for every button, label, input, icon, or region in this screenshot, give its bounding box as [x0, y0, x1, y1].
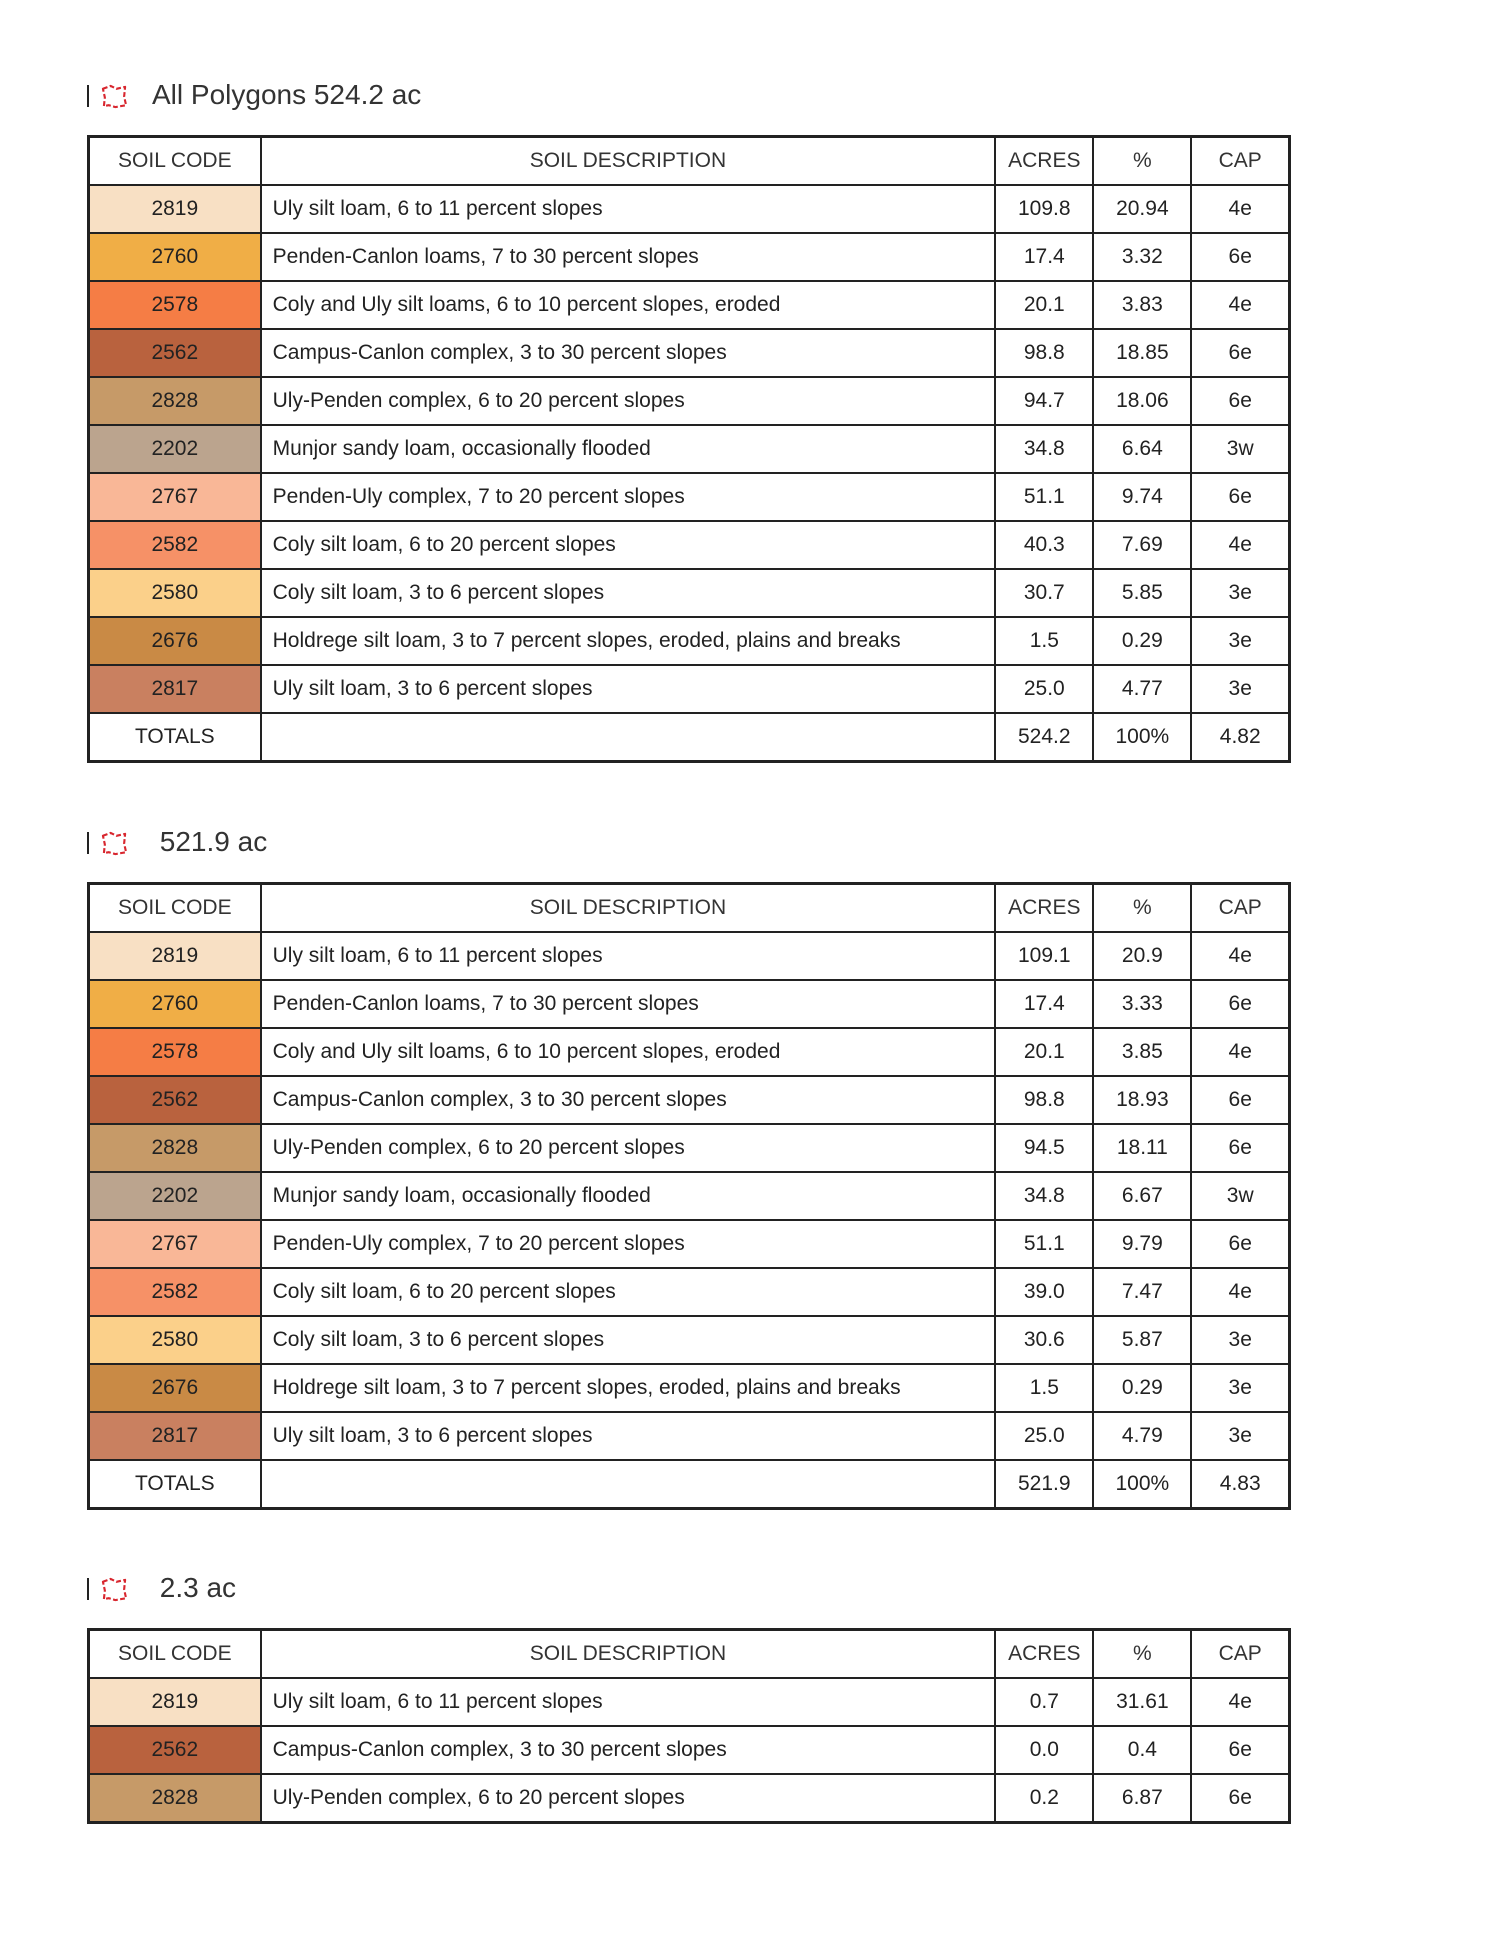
- acres-cell: 109.1: [995, 932, 1093, 980]
- cap-cell: 4e: [1191, 932, 1289, 980]
- acres-cell: 25.0: [995, 1412, 1093, 1460]
- soil-code-cell: 2828: [89, 377, 261, 425]
- acres-cell: 17.4: [995, 980, 1093, 1028]
- cap-cell: 3e: [1191, 569, 1289, 617]
- percent-cell: 5.85: [1093, 569, 1191, 617]
- cap-cell: 6e: [1191, 1726, 1289, 1774]
- acres-cell: 20.1: [995, 1028, 1093, 1076]
- table-row: [89, 1412, 1290, 1460]
- cap-cell: 6e: [1191, 1220, 1289, 1268]
- soil-code-cell: 2760: [89, 233, 261, 281]
- percent-cell: 0.29: [1093, 617, 1191, 665]
- soil-description-cell: Coly silt loam, 3 to 6 percent slopes: [261, 1316, 996, 1364]
- soil-code-cell: 2582: [89, 1268, 261, 1316]
- table-row: [89, 1726, 1290, 1774]
- soil-description-cell: Uly silt loam, 3 to 6 percent slopes: [261, 665, 996, 713]
- percent-cell: 4.77: [1093, 665, 1191, 713]
- soil-code-cell: 2819: [89, 1678, 261, 1726]
- acres-cell: 0.0: [995, 1726, 1093, 1774]
- soil-table: [87, 882, 1291, 1510]
- soil-description-cell: Coly silt loam, 3 to 6 percent slopes: [261, 569, 996, 617]
- table-header-row: [89, 1630, 1290, 1679]
- section-header: [87, 825, 1291, 859]
- table-row: [89, 233, 1290, 281]
- header-percent: %: [1093, 884, 1191, 933]
- percent-cell: 4.79: [1093, 1412, 1191, 1460]
- cap-cell: 6e: [1191, 1124, 1289, 1172]
- map-polygon-icon: [100, 83, 129, 110]
- acres-cell: 0.2: [995, 1774, 1093, 1823]
- totals-label: TOTALS: [89, 713, 261, 762]
- soil-code-cell: 2767: [89, 1220, 261, 1268]
- header-soil-description: SOIL DESCRIPTION: [261, 1630, 996, 1679]
- acres-cell: 30.7: [995, 569, 1093, 617]
- header-acres: ACRES: [995, 1630, 1093, 1679]
- table-header-row: [89, 884, 1290, 933]
- percent-cell: 7.47: [1093, 1268, 1191, 1316]
- table-row: [89, 1124, 1290, 1172]
- percent-cell: 18.93: [1093, 1076, 1191, 1124]
- soil-code-cell: 2562: [89, 1076, 261, 1124]
- header-cap: CAP: [1191, 1630, 1289, 1679]
- acres-cell: 94.5: [995, 1124, 1093, 1172]
- acres-cell: 34.8: [995, 1172, 1093, 1220]
- cap-cell: 6e: [1191, 1076, 1289, 1124]
- map-polygon-icon: [100, 1576, 129, 1603]
- table-row: [89, 281, 1290, 329]
- table-row: [89, 665, 1290, 713]
- soil-code-cell: 2202: [89, 1172, 261, 1220]
- soil-description-cell: Coly and Uly silt loams, 6 to 10 percent slopes, eroded: [261, 281, 996, 329]
- soil-section: [87, 78, 1291, 763]
- acres-cell: 30.6: [995, 1316, 1093, 1364]
- table-row: [89, 1774, 1290, 1823]
- soil-description-cell: Uly-Penden complex, 6 to 20 percent slopes: [261, 1774, 996, 1823]
- totals-label: TOTALS: [89, 1460, 261, 1509]
- percent-cell: 18.06: [1093, 377, 1191, 425]
- acres-cell: 39.0: [995, 1268, 1093, 1316]
- cap-cell: 4e: [1191, 1268, 1289, 1316]
- soil-description-cell: Uly silt loam, 6 to 11 percent slopes: [261, 932, 996, 980]
- soil-description-cell: Uly silt loam, 6 to 11 percent slopes: [261, 185, 996, 233]
- table-row: [89, 473, 1290, 521]
- totals-description-cell: [261, 713, 996, 762]
- header-percent: %: [1093, 137, 1191, 186]
- table-row: [89, 1220, 1290, 1268]
- table-row: [89, 185, 1290, 233]
- cap-cell: 4e: [1191, 281, 1289, 329]
- soil-description-cell: Penden-Canlon loams, 7 to 30 percent slopes: [261, 233, 996, 281]
- cap-cell: 3e: [1191, 1412, 1289, 1460]
- acres-cell: 0.7: [995, 1678, 1093, 1726]
- acres-cell: 94.7: [995, 377, 1093, 425]
- soil-description-cell: Munjor sandy loam, occasionally flooded: [261, 425, 996, 473]
- soil-code-cell: 2580: [89, 1316, 261, 1364]
- section-header: [87, 1571, 1291, 1605]
- soil-description-cell: Coly silt loam, 6 to 20 percent slopes: [261, 521, 996, 569]
- acres-cell: 1.5: [995, 617, 1093, 665]
- percent-cell: 9.79: [1093, 1220, 1191, 1268]
- soil-description-cell: Holdrege silt loam, 3 to 7 percent slopes, eroded, plains and breaks: [261, 617, 996, 665]
- acres-cell: 40.3: [995, 521, 1093, 569]
- soil-code-cell: 2202: [89, 425, 261, 473]
- table-row: [89, 932, 1290, 980]
- totals-percent: 100%: [1093, 1460, 1191, 1509]
- table-row: [89, 569, 1290, 617]
- soil-section: [87, 825, 1291, 1510]
- totals-cap: 4.83: [1191, 1460, 1289, 1509]
- cap-cell: 6e: [1191, 1774, 1289, 1823]
- soil-code-cell: 2819: [89, 185, 261, 233]
- section-title: 2.3 ac: [152, 1572, 237, 1603]
- cap-cell: 3e: [1191, 1316, 1289, 1364]
- soil-code-cell: 2819: [89, 932, 261, 980]
- table-row: [89, 1076, 1290, 1124]
- cap-cell: 3e: [1191, 617, 1289, 665]
- totals-acres: 521.9: [995, 1460, 1093, 1509]
- map-polygon-icon: [100, 830, 129, 857]
- acres-cell: 98.8: [995, 1076, 1093, 1124]
- soil-description-cell: Penden-Uly complex, 7 to 20 percent slopes: [261, 1220, 996, 1268]
- soil-code-cell: 2828: [89, 1124, 261, 1172]
- header-soil-code: SOIL CODE: [89, 884, 261, 933]
- soil-description-cell: Coly silt loam, 6 to 20 percent slopes: [261, 1268, 996, 1316]
- soil-code-cell: 2676: [89, 1364, 261, 1412]
- cap-cell: 3w: [1191, 1172, 1289, 1220]
- soil-code-cell: 2582: [89, 521, 261, 569]
- table-row: [89, 617, 1290, 665]
- cap-cell: 4e: [1191, 1678, 1289, 1726]
- acres-cell: 51.1: [995, 1220, 1093, 1268]
- header-cap: CAP: [1191, 137, 1289, 186]
- soil-description-cell: Uly-Penden complex, 6 to 20 percent slopes: [261, 377, 996, 425]
- percent-cell: 0.4: [1093, 1726, 1191, 1774]
- table-row: [89, 1172, 1290, 1220]
- acres-cell: 1.5: [995, 1364, 1093, 1412]
- percent-cell: 6.64: [1093, 425, 1191, 473]
- percent-cell: 3.85: [1093, 1028, 1191, 1076]
- cap-cell: 4e: [1191, 1028, 1289, 1076]
- soil-section: [87, 1571, 1291, 1824]
- soil-description-cell: Munjor sandy loam, occasionally flooded: [261, 1172, 996, 1220]
- table-row: [89, 329, 1290, 377]
- totals-row: [89, 713, 1290, 762]
- soil-description-cell: Uly silt loam, 3 to 6 percent slopes: [261, 1412, 996, 1460]
- cap-cell: 6e: [1191, 233, 1289, 281]
- header-soil-description: SOIL DESCRIPTION: [261, 137, 996, 186]
- soil-table: [87, 135, 1291, 763]
- soil-code-cell: 2562: [89, 329, 261, 377]
- table-header-row: [89, 137, 1290, 186]
- cap-cell: 3e: [1191, 665, 1289, 713]
- soil-description-cell: Coly and Uly silt loams, 6 to 10 percent slopes, eroded: [261, 1028, 996, 1076]
- soil-description-cell: Campus-Canlon complex, 3 to 30 percent slopes: [261, 1076, 996, 1124]
- percent-cell: 3.83: [1093, 281, 1191, 329]
- cap-cell: 4e: [1191, 521, 1289, 569]
- percent-cell: 3.32: [1093, 233, 1191, 281]
- totals-row: [89, 1460, 1290, 1509]
- soil-code-cell: 2562: [89, 1726, 261, 1774]
- soil-code-cell: 2676: [89, 617, 261, 665]
- soil-table: [87, 1628, 1291, 1824]
- soil-code-cell: 2578: [89, 281, 261, 329]
- soil-description-cell: Uly-Penden complex, 6 to 20 percent slopes: [261, 1124, 996, 1172]
- soil-description-cell: Holdrege silt loam, 3 to 7 percent slopes, eroded, plains and breaks: [261, 1364, 996, 1412]
- percent-cell: 3.33: [1093, 980, 1191, 1028]
- percent-cell: 6.87: [1093, 1774, 1191, 1823]
- header-soil-code: SOIL CODE: [89, 137, 261, 186]
- acres-cell: 25.0: [995, 665, 1093, 713]
- percent-cell: 0.29: [1093, 1364, 1191, 1412]
- section-title: All Polygons 524.2 ac: [152, 79, 422, 110]
- percent-cell: 9.74: [1093, 473, 1191, 521]
- table-row: [89, 1316, 1290, 1364]
- soil-code-cell: 2817: [89, 665, 261, 713]
- table-row: [89, 1268, 1290, 1316]
- soil-code-cell: 2817: [89, 1412, 261, 1460]
- table-row: [89, 521, 1290, 569]
- totals-description-cell: [261, 1460, 996, 1509]
- soil-code-cell: 2760: [89, 980, 261, 1028]
- percent-cell: 5.87: [1093, 1316, 1191, 1364]
- soil-code-cell: 2578: [89, 1028, 261, 1076]
- acres-cell: 51.1: [995, 473, 1093, 521]
- soil-description-cell: Campus-Canlon complex, 3 to 30 percent slopes: [261, 329, 996, 377]
- totals-acres: 524.2: [995, 713, 1093, 762]
- section-divider-bar: [87, 1578, 89, 1600]
- header-soil-code: SOIL CODE: [89, 1630, 261, 1679]
- cap-cell: 6e: [1191, 980, 1289, 1028]
- header-cap: CAP: [1191, 884, 1289, 933]
- acres-cell: 98.8: [995, 329, 1093, 377]
- acres-cell: 109.8: [995, 185, 1093, 233]
- totals-cap: 4.82: [1191, 713, 1289, 762]
- table-row: [89, 377, 1290, 425]
- totals-percent: 100%: [1093, 713, 1191, 762]
- percent-cell: 18.85: [1093, 329, 1191, 377]
- acres-cell: 34.8: [995, 425, 1093, 473]
- section-divider-bar: [87, 832, 89, 854]
- cap-cell: 6e: [1191, 473, 1289, 521]
- cap-cell: 6e: [1191, 377, 1289, 425]
- soil-description-cell: Uly silt loam, 6 to 11 percent slopes: [261, 1678, 996, 1726]
- cap-cell: 3e: [1191, 1364, 1289, 1412]
- soil-code-cell: 2828: [89, 1774, 261, 1823]
- soil-description-cell: Campus-Canlon complex, 3 to 30 percent slopes: [261, 1726, 996, 1774]
- percent-cell: 6.67: [1093, 1172, 1191, 1220]
- cap-cell: 6e: [1191, 329, 1289, 377]
- header-percent: %: [1093, 1630, 1191, 1679]
- table-row: [89, 1364, 1290, 1412]
- section-divider-bar: [87, 85, 89, 107]
- percent-cell: 18.11: [1093, 1124, 1191, 1172]
- percent-cell: 20.94: [1093, 185, 1191, 233]
- header-acres: ACRES: [995, 884, 1093, 933]
- percent-cell: 20.9: [1093, 932, 1191, 980]
- soil-description-cell: Penden-Canlon loams, 7 to 30 percent slopes: [261, 980, 996, 1028]
- section-header: [87, 78, 1291, 112]
- soil-code-cell: 2767: [89, 473, 261, 521]
- table-row: [89, 1678, 1290, 1726]
- percent-cell: 31.61: [1093, 1678, 1191, 1726]
- soil-description-cell: Penden-Uly complex, 7 to 20 percent slopes: [261, 473, 996, 521]
- cap-cell: 3w: [1191, 425, 1289, 473]
- table-row: [89, 980, 1290, 1028]
- table-row: [89, 425, 1290, 473]
- percent-cell: 7.69: [1093, 521, 1191, 569]
- acres-cell: 17.4: [995, 233, 1093, 281]
- header-soil-description: SOIL DESCRIPTION: [261, 884, 996, 933]
- section-title: 521.9 ac: [152, 826, 268, 857]
- header-acres: ACRES: [995, 137, 1093, 186]
- acres-cell: 20.1: [995, 281, 1093, 329]
- soil-code-cell: 2580: [89, 569, 261, 617]
- table-row: [89, 1028, 1290, 1076]
- cap-cell: 4e: [1191, 185, 1289, 233]
